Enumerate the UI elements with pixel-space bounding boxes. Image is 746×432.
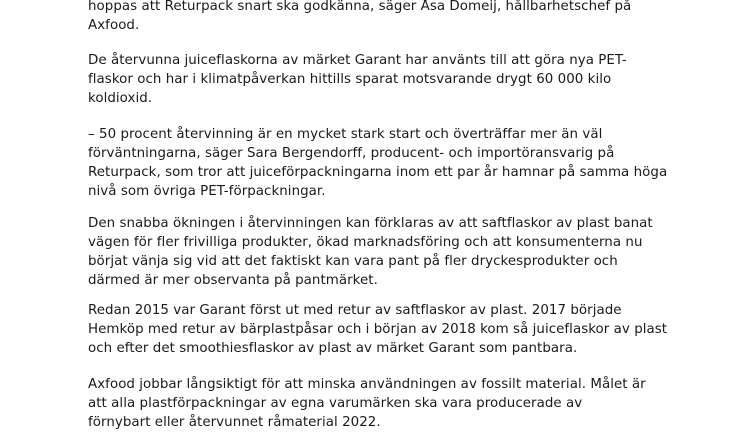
- paragraph-3-line-3: Returpack, som tror att juiceförpackningarna inom ett par år hamnar på samma höga: [88, 165, 668, 180]
- paragraph-6-line-3: förnybart eller återvunnet råmaterial 2022.: [88, 415, 381, 430]
- paragraph-4-line-4: därmed är mer observanta på pantmärket.: [88, 273, 378, 288]
- paragraph-3: [88, 125, 668, 201]
- paragraph-5-line-3: och efter det smoothiesflaskor av plast av märket Garant som pantbara.: [88, 341, 578, 356]
- paragraph-6: [88, 375, 648, 432]
- paragraph-1: [88, 0, 648, 35]
- paragraph-5-line-2: Hemköp med retur av bärplastpåsar och i början av 2018 kom så juiceflaskor av plast: [88, 322, 668, 337]
- paragraph-4-line-1: Den snabba ökningen i återvinningen kan förklaras av att saftflaskor av plast banat: [88, 216, 653, 231]
- paragraph-1-line-2: Axfood.: [88, 18, 140, 33]
- paragraph-1-line-1: hoppas att Returpack snart ska godkänna, säger Åsa Domeij, hållbarhetschef på: [88, 0, 632, 14]
- paragraph-3-line-4: nivå som övriga PET-förpackningar.: [88, 184, 326, 199]
- paragraph-5: [88, 301, 668, 358]
- paragraph-5-line-1: Redan 2015 var Garant först ut med retur av saftflaskor av plast. 2017 började: [88, 303, 622, 318]
- paragraph-6-line-2: att alla plastförpackningar av egna varumärken ska vara producerade av: [88, 396, 583, 411]
- paragraph-2-line-3: koldioxid.: [88, 91, 153, 106]
- paragraph-4-line-2: vägen för fler frivilliga produkter, ökad marknadsföring och att konsumenterna nu: [88, 235, 643, 250]
- paragraph-2-line-2: flaskor och har i klimatpåverkan hittills sparat motsvarande drygt 60 000 kilo: [88, 72, 612, 87]
- paragraph-4: [88, 214, 653, 290]
- paragraph-2-line-1: De återvunna juiceflaskorna av märket Garant har använts till att göra nya PET-: [88, 53, 627, 68]
- paragraph-3-line-1: – 50 procent återvinning är en mycket stark start och överträffar mer än väl: [88, 127, 603, 142]
- paragraph-2: [88, 51, 648, 108]
- paragraph-4-line-3: börjat vänja sig vid att det faktiskt kan vara pant på fler dryckesprodukter och: [88, 254, 618, 269]
- paragraph-3-line-2: förväntningarna, säger Sara Bergendorff, producent- och importöransvarig på: [88, 146, 615, 161]
- paragraph-6-line-1: Axfood jobbar långsiktigt för att minska användningen av fossilt material. Målet är: [88, 377, 646, 392]
